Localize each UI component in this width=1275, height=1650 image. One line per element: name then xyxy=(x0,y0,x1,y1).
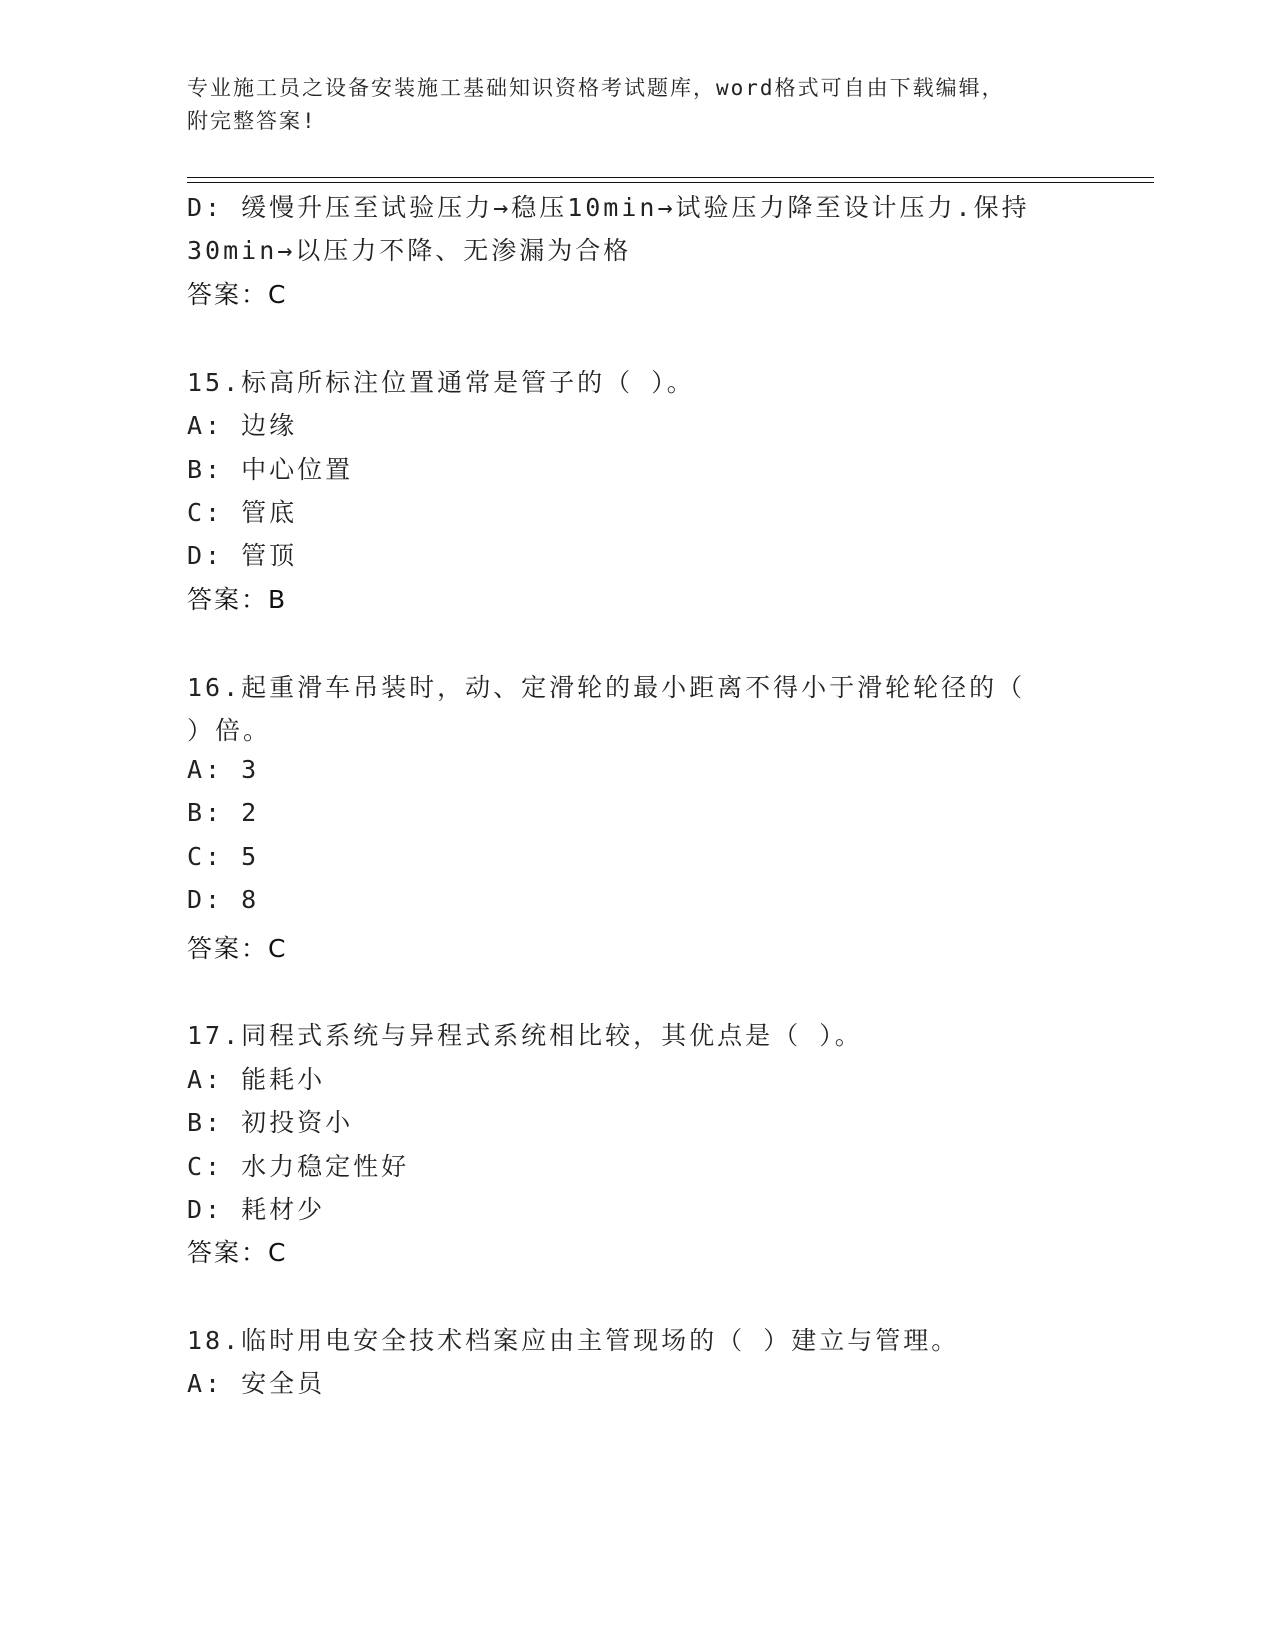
q17-option-a: A: 能耗小 xyxy=(187,1065,326,1094)
q15-option-b: B: 中心位置 xyxy=(187,455,354,484)
q15-stem: 15.标高所标注位置通常是管子的（ ）。 xyxy=(187,368,695,397)
q17-option-c: C: 水力稳定性好 xyxy=(187,1152,410,1181)
q17-stem: 17.同程式系统与异程式系统相比较，其优点是（ ）。 xyxy=(187,1021,863,1050)
q15-answer: 答案：B xyxy=(187,585,288,614)
q14-option-d-line-2: 30min→以压力不降、无渗漏为合格 xyxy=(187,236,632,265)
q17-answer: 答案：C xyxy=(187,1238,288,1267)
q16-option-c: C: 5 xyxy=(187,842,260,871)
q15-option-d: D: 管顶 xyxy=(187,541,298,570)
q18-stem: 18.临时用电安全技术档案应由主管现场的（ ）建立与管理。 xyxy=(187,1326,960,1355)
q16-stem-line-2: ）倍。 xyxy=(187,716,272,745)
q16-option-b: B: 2 xyxy=(187,798,260,827)
q16-answer: 答案：C xyxy=(187,934,288,963)
document-header xyxy=(187,72,1087,138)
q16-option-a: A: 3 xyxy=(187,755,260,784)
header-line-1: 专业施工员之设备安装施工基础知识资格考试题库，word格式可自由下载编辑， xyxy=(187,76,1005,100)
q16-option-d: D: 8 xyxy=(187,885,260,914)
q15-option-a: A: 边缘 xyxy=(187,411,298,440)
q15-option-c: C: 管底 xyxy=(187,498,298,527)
header-divider-top xyxy=(187,177,1154,178)
q17-option-b: B: 初投资小 xyxy=(187,1108,354,1137)
q18-option-a: A: 安全员 xyxy=(187,1369,326,1398)
q14-option-d-line-1: D: 缓慢升压至试验压力→稳压10min→试验压力降至设计压力.保持 xyxy=(187,193,1030,222)
header-line-2: 附完整答案! xyxy=(187,109,317,133)
q17-option-d: D: 耗材少 xyxy=(187,1195,326,1224)
q14-answer: 答案：C xyxy=(187,280,288,309)
header-divider-bottom xyxy=(187,182,1154,183)
q16-stem-line-1: 16.起重滑车吊装时，动、定滑轮的最小距离不得小于滑轮轮径的（ xyxy=(187,673,1026,702)
